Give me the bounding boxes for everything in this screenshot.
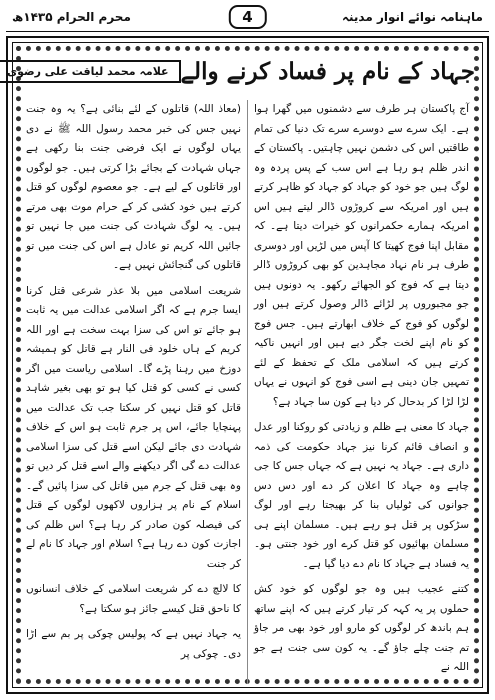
article-heading <box>6 48 475 94</box>
left-column <box>20 100 247 684</box>
paragraph: کا لالچ دے کر شریعت اسلامی کے خلاف انسانوں کا ناحق قتل کیسے جائز ہو سکتا ہے؟ <box>26 583 241 615</box>
magazine-name: ماہنامہ نوائے انوار مدینہ <box>341 10 483 24</box>
running-header <box>6 4 489 30</box>
author-byline: علامہ محمد لیاقت علی رضوی <box>0 60 181 83</box>
header-divider <box>6 31 489 32</box>
paragraph: (معاذ اللہ) قاتلوں کے لئے بنائی ہے؟ یہ وہ جنت نہیں جس کی خبر محمد رسول اللہ ﷺ نے دی یہاں لوگوں نے ایک فرضی جنت بنا رکھی ہے جہاں شہادت کے بجائے بڑا کرتی ہیں۔ جو لوگوں اور قاتلوں کے لیے ہے۔ جو معصوم لوگوں کو قتل کرتے ہیں خود کشی کر کے حرام موت بھی مرتے ہیں۔ یہ لوگ شہادت کی جنت میں جا نہیں تو جائیں اللہ کریم تو عادل ہے اس کی جنت میں تو قاتلوں کی گنجائش نہیں ہے۔ <box>26 103 241 271</box>
issue-date: محرم الحرام ۱۴۳۵ھ <box>12 10 131 24</box>
paragraph: شریعت اسلامی میں بلا عذر شرعی قتل کرنا ایسا جرم ہے کہ اگر اسلامی عدالت میں یہ ثابت ہو جائے تو اس کی سزا بہت سخت ہے اور اللہ کریم کے ہاں خلود فی النار ہے قاتل کو ہمیشہ دوزخ میں رہنا پڑے گا۔ اسلامی ریاست میں اگر کسی نے کسی کو قتل کیا ہو تو بھی بغیر شاہد قاتل کو قتل نہیں کر سکتا جب تک عدالت میں پہنچایا جائے، اس پر جرم ثابت ہو اس کے خلاف شہادت دی جائے لیکن اسے قتل کی سزا اسلامی عدالت دے گی اگر دیکھنے والے اسے قتل کر دیں تو وہ بھی قتل کے جرم میں قاتل کی سزا پائیں گے۔ اسلام کے نام پر ہزاروں لاکھوں لوگوں کے قتل کی فیصلہ کون صادر کر رہا ہے؟ اس ظلم کی اجازت کون دے رہا ہے؟ اسلام اور جہاد کا نام لے کر جنت <box>26 284 241 570</box>
article-body <box>20 100 475 684</box>
paragraph: یہ جہاد نہیں ہے کہ پولیس چوکی پر بم سے اڑا دی۔ چوکی پر <box>26 628 241 660</box>
article-title: جہاد کے نام پر فساد کرنے والے <box>180 57 475 85</box>
paragraph: کتنے عجیب ہیں وہ جو لوگوں کو خود کش حملوں پر یہ کہہ کر تیار کرتے ہیں کہ اپنے ساتھ ہم باندھ کر لوگوں کو مارو اور خود بھی مر جاؤ تم جنت چلے جاؤ گے۔ یہ کون سی جنت ہے جو اللہ نے <box>254 583 469 673</box>
paragraph: جہاد کا معنی ہے ظلم و زیادتی کو روکنا اور عدل و انصاف قائم کرنا نیز جہاد حکومت کی ذمہ داری ہے۔ جہاد یہ نہیں ہے کہ جہاں جس کا جی چاہے وہ جہاد کا اعلان کر دے اور دس دس جوانوں کی ٹولیاں بنا کر بھیجتا رہے اور لوگ سڑکوں پر قتل ہو رہے ہیں۔ مسلمان اپنے ہی مسلمان بھائیوں کو قتل کرے اور خود جنتی ہو۔ یہ فساد ہے جہاد کا نام دے دیا گیا ہے۔ <box>254 421 469 570</box>
paragraph: آج پاکستان ہر طرف سے دشمنوں میں گھرا ہوا ہے۔ ایک سرے سے دوسرے سرے تک دنیا کی تمام طاقتیں اس کی دشمن نہیں چاہتیں۔ پاکستان کے اندر ظلم ہو رہا ہے اس سب کے پس پردہ وہ لوگ ہیں جو خود کو جہاد کو جہاد کو ظاہر کرتے ہیں اور امریکہ سے کروڑوں ڈالر لیتے ہیں اس امریکہ ہمارے حکمرانوں کو خیرات دیتا ہے۔ کہ مقابل اپنا فوج کھیتا کا آپس میں لڑیں اور دوسری طرف ہر نام نہاد مجاہدین کو بھی کروڑوں ڈالر دیتا ہے کہ فوج کو الجھائے رکھو۔ یہ دونوں ہیں جو مجبوروں پر لڑائے ڈالر وصول کرتے ہیں اور لوگوں کو فوج کے خلاف ابھارتے ہیں۔ جس فوج کو نام اپنے لخت جگر دیے ہیں اور انہیں ناکیہ کرتے ہیں کہ اسلامی ملک کے تحفظ کے لئے تمہیں جان دینی ہے اسی فوج کو انہوں نے یہاں لڑا لڑا کر بدحال کر دیا ہے کون سا جہاد ہے؟ <box>254 103 469 408</box>
column-divider <box>247 100 248 684</box>
page-number: 4 <box>228 5 266 29</box>
right-column <box>248 100 475 684</box>
